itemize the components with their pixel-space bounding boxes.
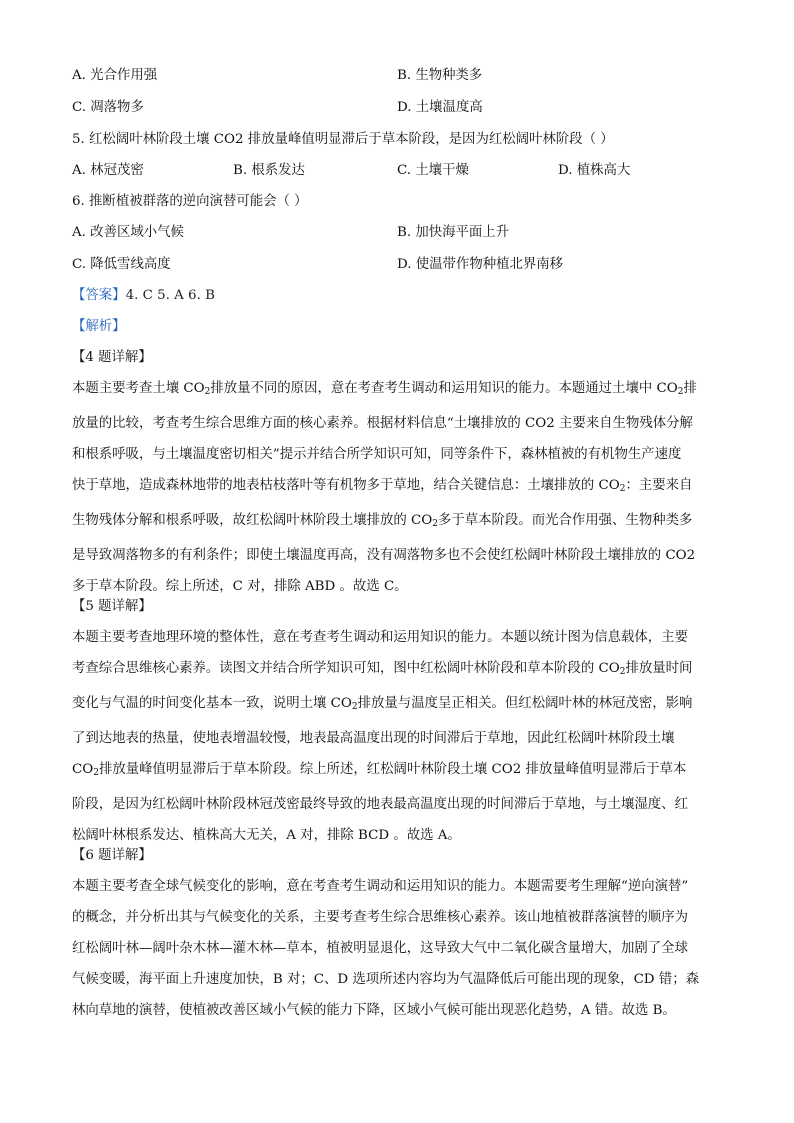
detail4-line-3: 和根系呼吸，与土壤温度密切相关”提示并结合所学知识可知，同等条件下，森林植被的有机物生产速度 bbox=[72, 447, 682, 462]
detail4-title: 【4 题详解】 bbox=[72, 350, 152, 365]
detail4-line-6: 是导致凋落物多的有利条件；即使土壤温度再高，没有凋落物多也不会使红松阔叶林阶段土壤排放的 CO2 bbox=[72, 548, 696, 563]
detail6-line-3: 红松阔叶林—阔叶杂木林—灌木林—草本，植被明显退化，这导致大气中二氧化碳含量增大，加剧了全球 bbox=[72, 941, 688, 956]
detail5-line-4: 了到达地表的热量，使地表增温较慢，地表最高温度出现的时间滞后于草地，因此红松阔叶林阶段土壤 bbox=[72, 731, 675, 746]
q5-stem: 5. 红松阔叶林阶段土壤 CO2 排放量峰值明显滞后于草本阶段，是因为红松阔叶林阶段（ ） bbox=[72, 132, 614, 147]
detail4-line-5: 生物残体分解和根系呼吸，故红松阔叶林阶段土壤排放的 $CO_2$多于草本阶段。而光合作用强、生物种类多 bbox=[72, 513, 693, 529]
q4-option-d: D. 土壤温度高 bbox=[397, 100, 483, 115]
q5-option-b: B. 根系发达 bbox=[233, 163, 305, 178]
q4-option-a: A. 光合作用强 bbox=[72, 68, 158, 83]
q5-option-a: A. 林冠茂密 bbox=[72, 163, 144, 178]
detail5-line-5: $CO_2$排放量峰值明显滞后于草本阶段。综上所述，红松阔叶林阶段土壤 CO2 排放量峰值明显滞后于草本 bbox=[72, 762, 687, 778]
detail4-line-4: 快于草地，造成森林地带的地表枯枝落叶等有机物多于草地，结合关键信息：土壤排放的 $CO_2$：主要来自 bbox=[72, 478, 693, 494]
q6-option-c: C. 降低雪线高度 bbox=[72, 257, 171, 272]
q4-option-c: C. 凋落物多 bbox=[72, 100, 144, 115]
q6-option-a: A. 改善区域小气候 bbox=[72, 225, 184, 240]
analysis-tag: 【解析】 bbox=[72, 319, 126, 334]
detail5-paragraph bbox=[72, 622, 722, 851]
q5-option-d: D. 植株高大 bbox=[558, 163, 631, 178]
detail6-line-4: 气候变暖，海平面上升速度加快，B 对；C、D 选项所述内容均为气温降低后可能出现的现象，CD 错；森 bbox=[72, 972, 699, 987]
q4-option-b: B. 生物种类多 bbox=[397, 68, 483, 83]
q6-option-b: B. 加快海平面上升 bbox=[397, 225, 510, 240]
detail4-line-2: 放量的比较，考查考生综合思维方面的核心素养。根据材料信息“土壤排放的 CO2 主要来自生物残体分解 bbox=[72, 416, 693, 431]
detail6-line-1: 本题主要考查全球气候变化的影响，意在考查考生调动和运用知识的能力。本题需要考生理解“逆向演替” bbox=[72, 879, 689, 894]
detail5-line-7: 松阔叶林根系发达、植株高大无关，A 对，排除 BCD 。故选 A。 bbox=[72, 828, 461, 843]
detail5-line-3: 变化与气温的时间变化基本一致，说明土壤 $CO_2$排放量与温度呈正相关。但红松阔叶林的林冠茂密，影响 bbox=[72, 696, 693, 712]
q5-option-c: C. 土壤干燥 bbox=[397, 163, 469, 178]
q6-stem: 6. 推断植被群落的逆向演替可能会（ ） bbox=[72, 194, 308, 209]
answer-line bbox=[72, 287, 215, 305]
q6-option-d: D. 使温带作物种植北界南移 bbox=[397, 257, 564, 272]
detail5-line-6: 阶段，是因为红松阔叶林阶段林冠茂密最终导致的地表最高温度出现的时间滞后于草地，与土壤湿度、红 bbox=[72, 797, 688, 812]
detail4-line-7: 多于草本阶段。综上所述，C 对，排除 ABD 。故选 C。 bbox=[72, 579, 408, 594]
detail5-title: 【5 题详解】 bbox=[72, 599, 152, 614]
detail6-title: 【6 题详解】 bbox=[72, 848, 152, 863]
answer-values: 4. C 5. A 6. B bbox=[125, 288, 215, 303]
detail6-line-5: 林向草地的演替，使植被改善区域小气候的能力下降，区域小气候可能出现恶化趋势，A 错。故选 B。 bbox=[72, 1003, 676, 1018]
detail4-paragraph bbox=[72, 373, 722, 602]
answer-tag: 【答案】 bbox=[72, 288, 126, 303]
detail6-paragraph bbox=[72, 871, 722, 1026]
detail6-line-2: 的概念，并分析出其与气候变化的关系，主要考查考生综合思维核心素养。该山地植被群落演替的顺序为 bbox=[72, 910, 688, 925]
detail5-line-2: 考查综合思维核心素养。读图文并结合所学知识可知，图中红松阔叶林阶段和草本阶段的 $CO_2$排放量时间 bbox=[72, 661, 693, 677]
detail4-line-1: 本题主要考查土壤 $CO_2$排放量不同的原因，意在考查考生调动和运用知识的能力。本题通过土壤中 $CO_2$排 bbox=[72, 381, 697, 397]
detail5-line-1: 本题主要考查地理环境的整体性，意在考查考生调动和运用知识的能力。本题以统计图为信息载体，主要 bbox=[72, 630, 688, 645]
